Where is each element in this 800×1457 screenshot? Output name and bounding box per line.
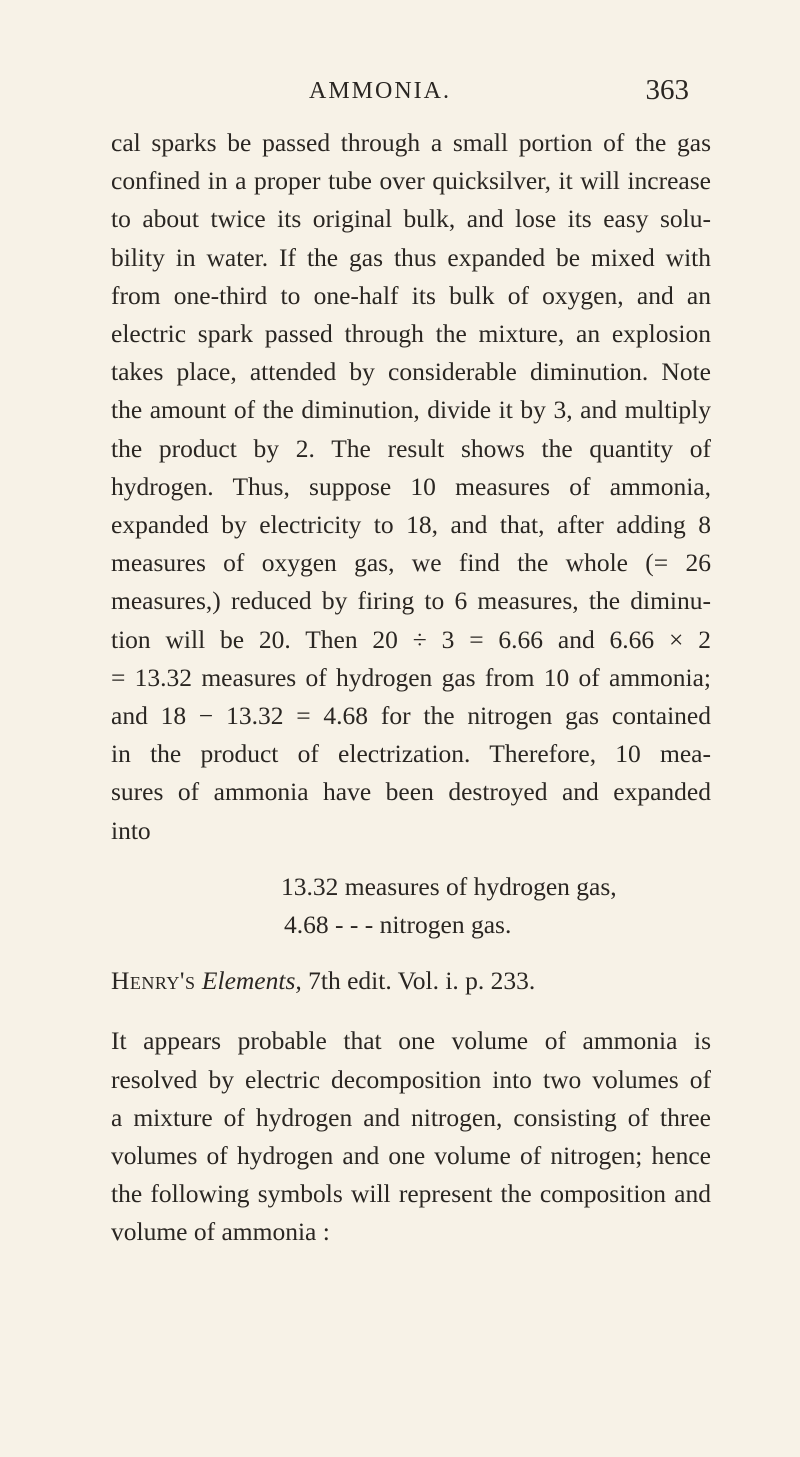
text-line: from one-third to one-half its bulk of oxygen, and an <box>111 280 711 310</box>
spacing <box>111 1000 711 1022</box>
citation-details: 7th edit. Vol. i. p. 233. <box>301 966 536 996</box>
text-line: the following symbols will represent the composition and <box>111 1179 711 1209</box>
text-line: resolved by electric decomposition into two volumes of <box>111 1064 711 1094</box>
text-line: volumes of hydrogen and one volume of nitrogen; hence <box>111 1141 711 1171</box>
text-line: It appears probable that one volume of ammonia is <box>111 1026 711 1056</box>
main-text <box>111 124 711 1252</box>
text-line: confined in a proper tube over quicksilver, it will increase <box>111 166 711 196</box>
text-line: a mixture of hydrogen and nitrogen, consisting of three <box>111 1102 711 1132</box>
running-head: AMMONIA. <box>309 78 451 104</box>
text-line: sures of ammonia have been destroyed and expanded <box>111 777 711 807</box>
citation-title: Elements, <box>201 966 302 996</box>
citation-author: Henry's <box>111 966 196 996</box>
text-line: bility in water. If the gas thus expanded be mixed with <box>111 242 711 272</box>
text-line: expanded by electricity to 18, and that, after adding 8 <box>111 510 711 540</box>
text-line: the product by 2. The result shows the quantity of <box>111 433 711 463</box>
result-line-hydrogen: 13.32 measures of hydrogen gas, <box>281 871 617 901</box>
paragraph-volume-composition <box>111 1022 711 1251</box>
spacing <box>111 850 711 868</box>
result-list <box>111 868 711 944</box>
text-line: = 13.32 measures of hydrogen gas from 10 of ammonia; <box>111 662 711 692</box>
text-line: measures,) reduced by firing to 6 measures, the diminu- <box>111 586 711 616</box>
text-line: tion will be 20. Then 20 ÷ 3 = 6.66 and 6.66 × 2 <box>111 624 711 654</box>
result-line-nitrogen: 4.68 - - - nitrogen gas. <box>284 910 512 940</box>
paragraph-ammonia-analysis <box>111 124 711 850</box>
text-line: in the product of electrization. Therefore, 10 mea- <box>111 739 711 769</box>
text-line: hydrogen. Thus, suppose 10 measures of ammonia, <box>111 471 711 501</box>
text-line: measures of oxygen gas, we find the whole (= 26 <box>111 548 711 578</box>
text-line: electric spark passed through the mixture, an explosion <box>111 319 711 349</box>
page-header <box>0 74 800 114</box>
page-number: 363 <box>645 74 689 106</box>
text-line: into <box>111 815 151 845</box>
citation <box>111 962 711 1000</box>
text-line: volume of ammonia : <box>111 1217 330 1247</box>
text-line: and 18 − 13.32 = 4.68 for the nitrogen gas contained <box>111 701 711 731</box>
text-line: cal sparks be passed through a small portion of the gas <box>111 128 711 157</box>
text-line: the amount of the diminution, divide it by 3, and multiply <box>111 395 711 425</box>
text-line: to about twice its original bulk, and lose its easy solu- <box>111 204 711 234</box>
spacing <box>111 944 711 962</box>
text-line: takes place, attended by considerable diminution. Note <box>111 357 711 387</box>
